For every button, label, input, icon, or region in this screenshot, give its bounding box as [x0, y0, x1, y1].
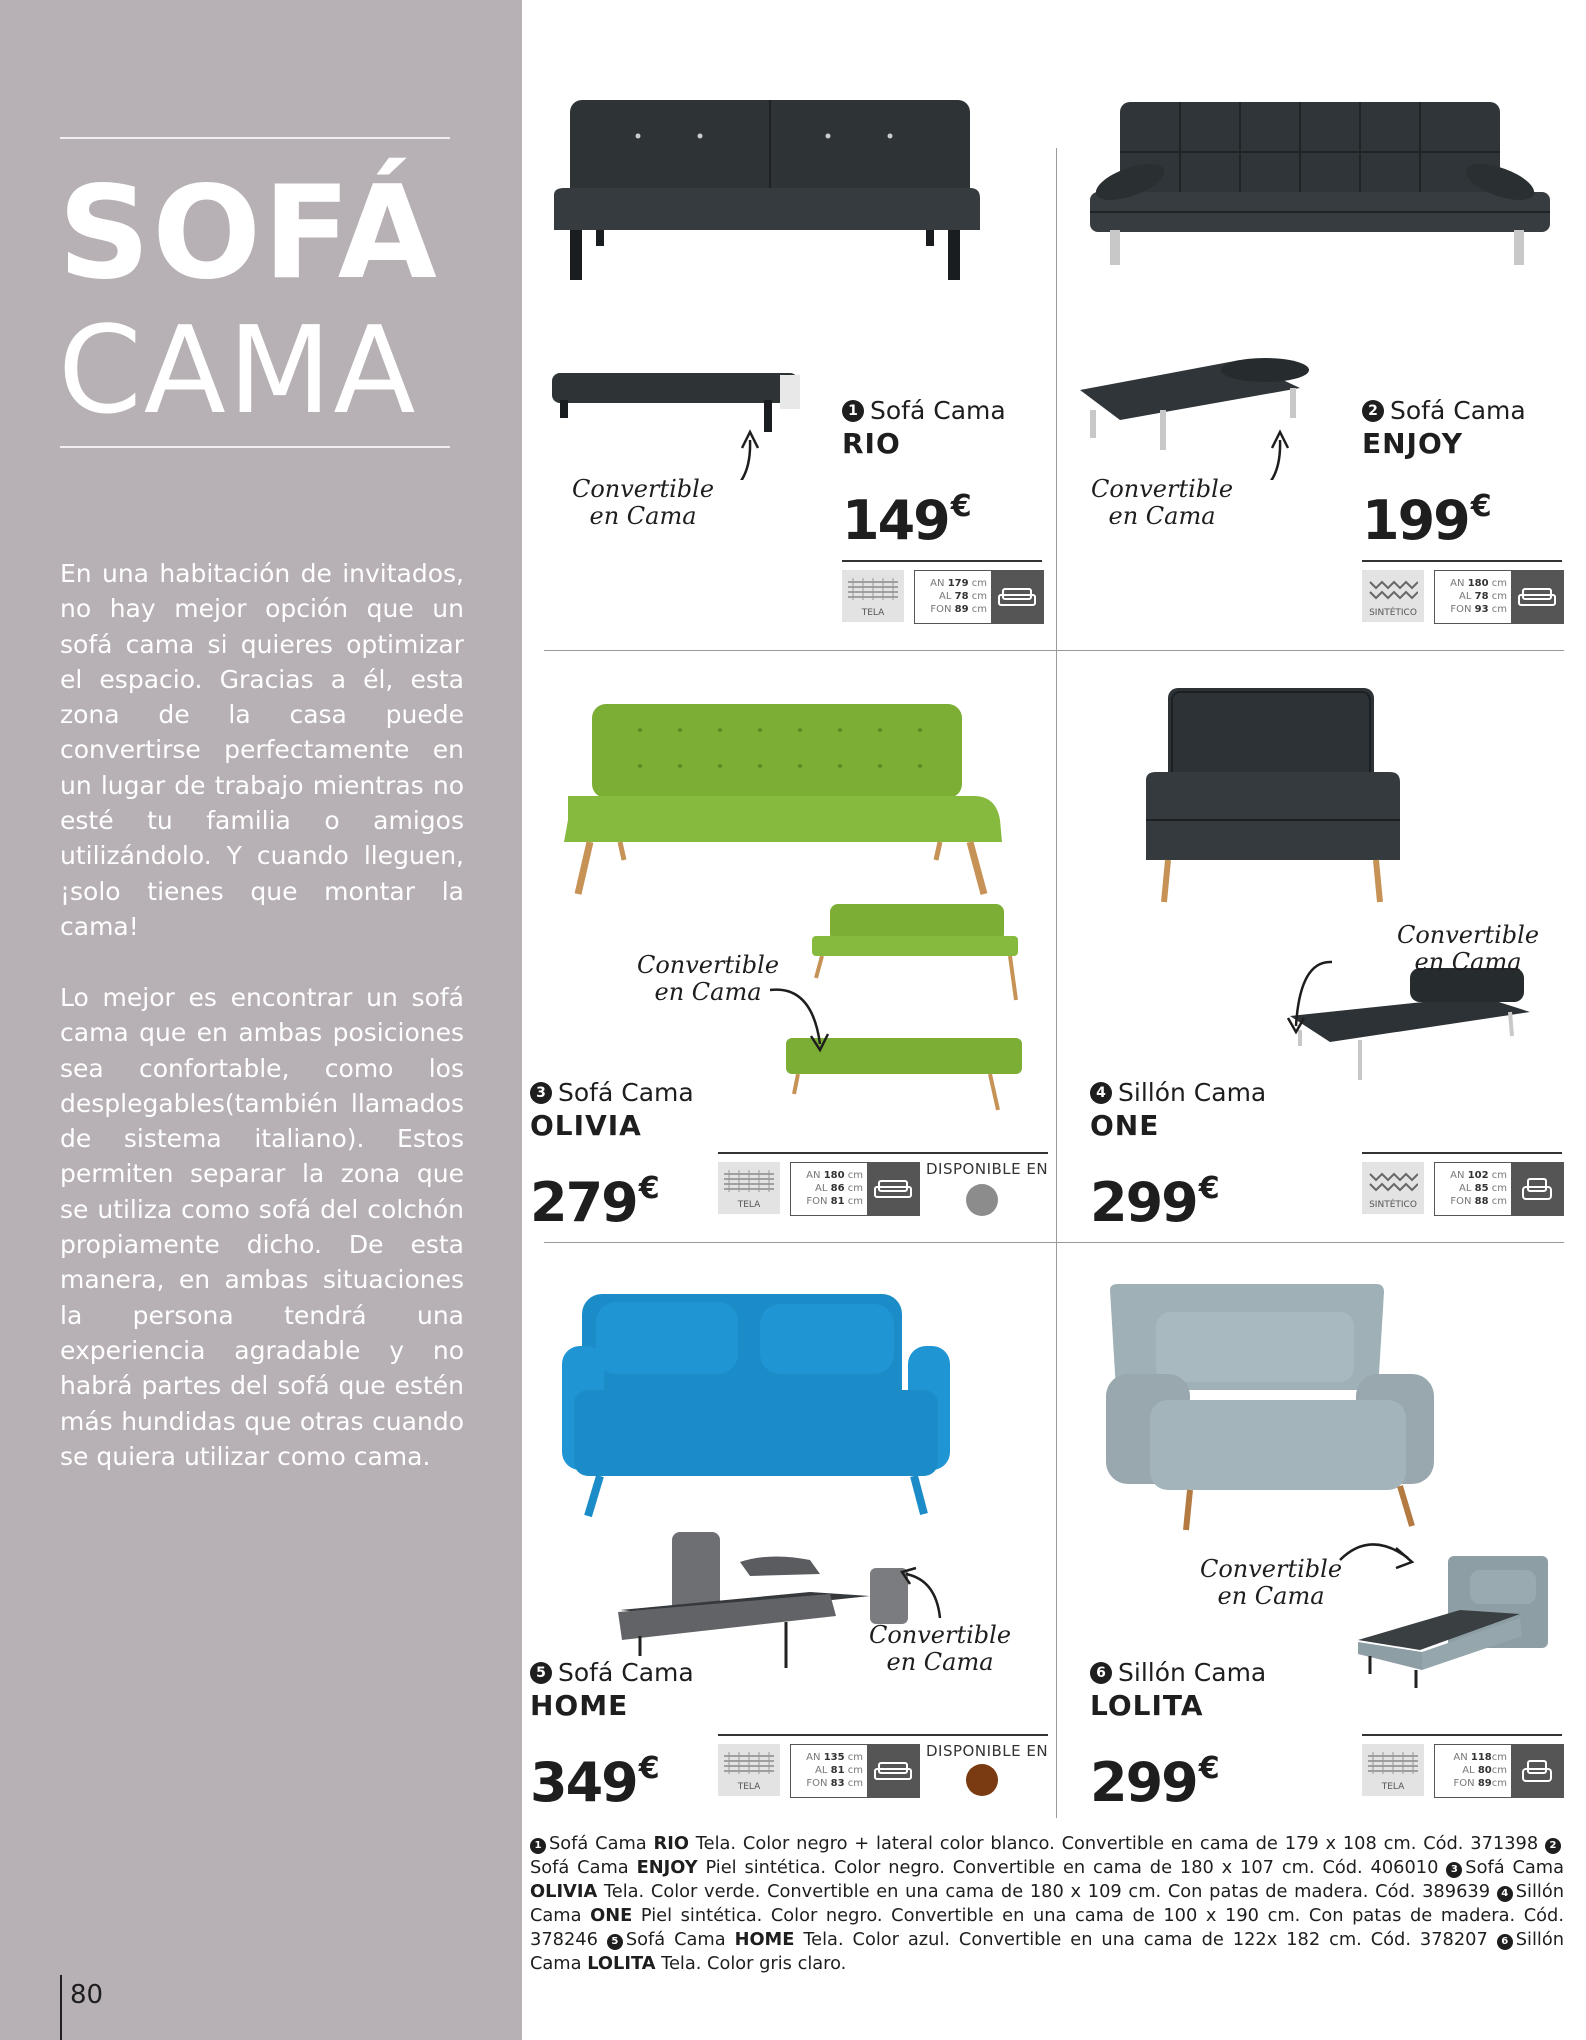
armchair-icon	[1511, 1745, 1563, 1797]
title-light: CAMA	[58, 302, 418, 441]
convertible-label-rio: Convertible en Cama	[571, 475, 715, 530]
spec-home	[718, 1734, 918, 1796]
spec-enjoy	[1362, 560, 1562, 622]
dimensions-box: AN 118cm AL 80cm FON 89cm	[1434, 1744, 1564, 1798]
material-swatch: SINTÉTICO	[1362, 570, 1424, 622]
convertible-label-olivia: Convertible en Cama	[636, 951, 780, 1006]
available-in-label-olivia: DISPONIBLE EN	[926, 1160, 1049, 1178]
material-swatch: TELA	[718, 1162, 780, 1214]
page-number: 80	[70, 1980, 104, 2010]
sofa-icon	[991, 571, 1043, 623]
price-one: 299€	[1090, 1171, 1218, 1234]
product-footnote: 1 Sofá Cama RIO Tela. Color negro + lateral color blanco. Convertible en cama de 179 x 108 cm. Cód. 371398 2Sofá Cama ENJOY Piel sintética. Color negro. Convertible en cama de 180 x 107 cm. Cód. 406010 3 Sofá Cama OLIVIA Tela. Color verde. Convertible en una cama de 180 x 109 cm. Con patas de madera. Cód. 389639 4 Sillón Cama ONE Piel sintética. Color negro. Convertible en una cama de 100 x 190 cm. Con patas de madera. Cód. 378246 5 Sofá Cama HOME Tela. Color azul. Convertible en una cama de 122x 182 cm. Cód. 378207 6 Sillón Cama LOLITA Tela. Color gris claro.	[530, 1833, 1565, 1974]
grid-divider-row2	[544, 1242, 1564, 1243]
spec-rio	[842, 560, 1042, 622]
armchair-icon	[1511, 1163, 1563, 1215]
price-enjoy: 199€	[1362, 489, 1490, 552]
title-rule-top	[60, 137, 450, 139]
dimensions-box: AN 135 cm AL 81 cm FON 83 cm	[790, 1744, 920, 1798]
chair-one-image	[1060, 680, 1580, 1120]
grid-divider-row1	[544, 650, 1564, 651]
spec-olivia	[718, 1152, 918, 1214]
spec-lolita	[1362, 1734, 1562, 1796]
material-swatch: TELA	[842, 570, 904, 622]
material-swatch: TELA	[718, 1744, 780, 1796]
product-number-badge: 1	[842, 400, 864, 422]
sofa-icon	[867, 1745, 919, 1797]
title-rule-bottom	[60, 446, 450, 448]
price-home: 349€	[530, 1751, 658, 1814]
convertible-label-lolita: Convertible en Cama	[1199, 1555, 1343, 1610]
product-number-badge: 2	[1362, 400, 1384, 422]
product-name-home: 5 Sofá Cama HOME	[530, 1658, 694, 1722]
product-number-badge: 3	[530, 1082, 552, 1104]
price-olivia: 279€	[530, 1171, 658, 1234]
product-name-enjoy: 2 Sofá Cama ENJOY	[1362, 396, 1526, 460]
product-enjoy	[1060, 80, 1586, 640]
dimensions-box: AN 102 cm AL 85 cm FON 88 cm	[1434, 1162, 1564, 1216]
price-lolita: 299€	[1090, 1751, 1218, 1814]
product-name-lolita: 6 Sillón Cama LOLITA	[1090, 1658, 1267, 1722]
sofa-icon	[1511, 571, 1563, 623]
available-in-label-home: DISPONIBLE EN	[926, 1742, 1049, 1760]
product-number-badge: 6	[1090, 1662, 1112, 1684]
product-name-rio: 1 Sofá Cama RIO	[842, 396, 1006, 460]
convertible-label-one: Convertible en Cama	[1396, 921, 1540, 976]
color-dot-olivia	[966, 1184, 998, 1216]
intro-paragraph-1: En una habitación de invitados, no hay mejor opción que un sofá cama si quieres optimizar el espacio. Gracias a él, esta zona de la casa puede convertirse perfectamente en un lugar de trabajo mientras no esté tu familia o amigos utilizándolo. Y cuando lleguen, ¡solo tienes que montar la cama!	[60, 559, 464, 941]
dimensions-box: AN 180 cm AL 78 cm FON 93 cm	[1434, 570, 1564, 624]
convertible-label-enjoy: Convertible en Cama	[1090, 475, 1234, 530]
sofa-olivia-image	[530, 680, 1050, 1120]
product-name-olivia: 3 Sofá Cama OLIVIA	[530, 1078, 694, 1142]
product-number-badge: 5	[530, 1662, 552, 1684]
material-swatch: TELA	[1362, 1744, 1424, 1796]
product-rio	[530, 80, 1070, 640]
sidebar	[0, 0, 522, 2040]
product-name-one: 4 Sillón Cama ONE	[1090, 1078, 1267, 1142]
dimensions-box: AN 179 cm AL 78 cm FON 89 cm	[914, 570, 1044, 624]
page-number-rule	[60, 1975, 62, 2040]
sofa-icon	[867, 1163, 919, 1215]
chair-lolita-image	[1060, 1270, 1580, 1690]
convertible-label-home: Convertible en Cama	[868, 1621, 1012, 1676]
spec-one	[1362, 1152, 1562, 1214]
color-dot-home	[966, 1764, 998, 1796]
title-bold: SOFÁ	[58, 159, 439, 308]
intro-paragraph-2: Lo mejor es encontrar un sofá cama que en ambas posiciones sea confortable, como los desplegables(también llamados de sistema italiano). Estos permiten separar la zona que se utiliza como sofá del colchón propiamente dicho. De esta manera, en ambas situaciones la persona tendrá una experiencia agradable y no habrá partes del sofá que estén más hundidas que otras cuando se quiera utilizar como cama.	[60, 983, 464, 1471]
product-number-badge: 4	[1090, 1082, 1112, 1104]
material-swatch: SINTÉTICO	[1362, 1162, 1424, 1214]
price-rio: 149€	[842, 489, 970, 552]
dimensions-box: AN 180 cm AL 86 cm FON 81 cm	[790, 1162, 920, 1216]
